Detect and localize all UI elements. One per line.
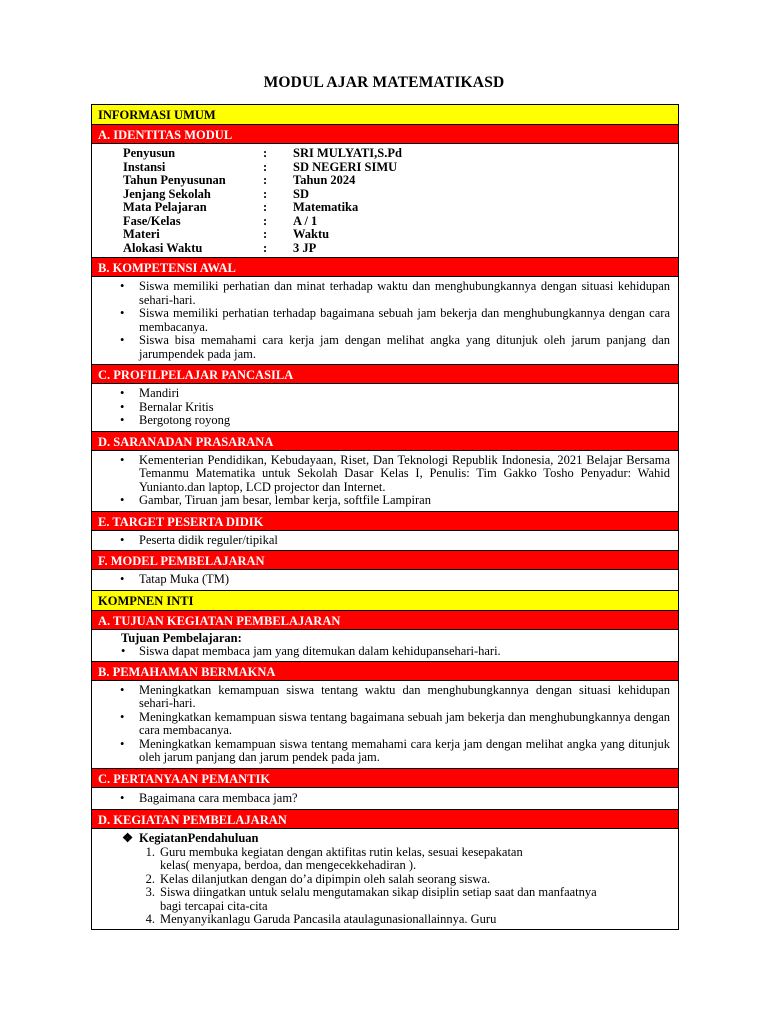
step-number: 1. bbox=[145, 844, 155, 859]
identitas-row bbox=[123, 201, 678, 215]
pemahaman-list bbox=[92, 681, 678, 768]
step-text bbox=[160, 886, 670, 913]
identitas-label: Mata Pelajaran bbox=[123, 200, 207, 214]
header-tujuan-kegiatan: A. TUJUAN KEGIATAN PEMBELAJARAN bbox=[92, 610, 678, 630]
pertanyaan-list bbox=[92, 788, 678, 810]
step-number: 3. bbox=[145, 885, 155, 899]
header-identitas-modul: A. IDENTITAS MODUL bbox=[92, 124, 678, 144]
identitas-label: Instansi bbox=[123, 159, 166, 174]
header-kompetensi-awal: B. KOMPETENSI AWAL bbox=[92, 257, 678, 277]
identitas-row bbox=[123, 174, 678, 188]
kegiatan-steps bbox=[122, 846, 670, 927]
list-item: • Bernalar Kritis bbox=[92, 401, 670, 415]
identitas-value: SD bbox=[293, 186, 309, 201]
kompetensi-list bbox=[92, 277, 678, 364]
model-list bbox=[92, 570, 678, 590]
identitas-label: Jenjang Sekolah bbox=[123, 186, 211, 201]
tujuan-title: Tujuan Pembelajaran: bbox=[121, 630, 242, 645]
target-list bbox=[92, 531, 678, 551]
list-item: • Tatap Muka (TM) bbox=[92, 573, 670, 587]
header-sarana-prasarana: D. SARANADAN PRASARANA bbox=[92, 431, 678, 451]
step-line: Kelas dilanjutkan dengan do’a dipimpin oleh salah seorang siswa. bbox=[160, 871, 491, 886]
identitas-value: SRI MULYATI,S.Pd bbox=[293, 146, 402, 160]
step-number: 4. bbox=[145, 912, 155, 926]
header-kegiatan-pembelajaran: D. KEGIATAN PEMBELAJARAN bbox=[92, 809, 678, 829]
header-kompnen-inti: KOMPNEN INTI bbox=[92, 590, 678, 610]
step-text bbox=[160, 846, 670, 873]
step-line: Guru membuka kegiatan dengan aktifitas rutin kelas, sesuai kesepakatan bbox=[160, 844, 523, 859]
identitas-colon: : bbox=[263, 227, 268, 241]
list-item: • Siswa memiliki perhatian terhadap bagaimana sebuah jam bekerja dan menghubungkannya dengan cara membacanya. bbox=[92, 307, 670, 334]
step-text bbox=[160, 873, 670, 887]
header-pemahaman-bermakna: B. PEMAHAMAN BERMAKNA bbox=[92, 661, 678, 681]
diamond-bullet-icon: ❖ bbox=[122, 831, 134, 845]
list-item: • Meningkatkan kemampuan siswa tentang memahami cara kerja jam dengan melihat angka yang ditunjuk oleh jarum panjang dan jarum pendek pada jam. bbox=[92, 738, 670, 765]
identitas-label: Alokasi Waktu bbox=[123, 240, 203, 255]
tujuan-list bbox=[121, 645, 670, 659]
identitas-value: SD NEGERI SIMU bbox=[293, 159, 398, 174]
tujuan-block bbox=[92, 630, 678, 661]
identitas-label: Penyusun bbox=[123, 146, 176, 160]
sarana-list bbox=[92, 451, 678, 511]
identitas-colon: : bbox=[263, 173, 268, 187]
kegiatan-step bbox=[122, 846, 670, 873]
list-item: • Mandiri bbox=[92, 387, 670, 401]
header-pertanyaan-pemantik: C. PERTANYAAN PEMANTIK bbox=[92, 768, 678, 788]
identitas-value: Waktu bbox=[293, 227, 330, 241]
kegiatan-step bbox=[122, 886, 670, 913]
kegiatan-block bbox=[92, 829, 678, 929]
identitas-colon: : bbox=[263, 159, 268, 174]
identitas-row bbox=[123, 228, 678, 242]
list-item: • Peserta didik reguler/tipikal bbox=[92, 534, 670, 548]
kegiatan-step bbox=[122, 873, 670, 887]
identitas-colon: : bbox=[263, 146, 268, 160]
identitas-label: Materi bbox=[123, 227, 160, 241]
identitas-colon: : bbox=[263, 186, 268, 201]
list-item: • Kementerian Pendidikan, Kebudayaan, Riset, Dan Teknologi Republik Indonesia, 2021 Belajar Bersama Temanmu Matematika untuk Sekolah Dasar Kelas I, Penulis: Tim Gakko Tosho Penyadur: Wahid Yunianto.dan laptop, LCD projector dan Internet. bbox=[92, 454, 670, 495]
identitas-value: A / 1 bbox=[293, 213, 318, 228]
identitas-list bbox=[92, 144, 678, 257]
header-model-pembelajaran: F. MODEL PEMBELAJARAN bbox=[92, 550, 678, 570]
step-text bbox=[160, 913, 670, 927]
identitas-row bbox=[123, 242, 678, 256]
identitas-colon: : bbox=[263, 240, 268, 255]
kegiatan-pendahuluan-title bbox=[122, 832, 670, 846]
list-item: • Siswa dapat membaca jam yang ditemukan dalam kehidupansehari-hari. bbox=[121, 645, 670, 659]
list-item: • Gambar, Tiruan jam besar, lembar kerja, softfile Lampiran bbox=[92, 494, 670, 508]
header-target-peserta: E. TARGET PESERTA DIDIK bbox=[92, 511, 678, 531]
list-item: • Siswa memiliki perhatian dan minat terhadap waktu dan menghubungkannya dengan situasi kehidupan sehari-hari. bbox=[92, 280, 670, 307]
list-item: • Meningkatkan kemampuan siswa tentang bagaimana sebuah jam bekerja dan menghubungkannya dengan cara membacanya. bbox=[92, 711, 670, 738]
kegiatan-step bbox=[122, 913, 670, 927]
header-informasi-umum: INFORMASI UMUM bbox=[92, 104, 678, 124]
identitas-colon: : bbox=[263, 213, 268, 228]
list-item: • Bergotong royong bbox=[92, 414, 670, 428]
identitas-colon: : bbox=[263, 200, 268, 214]
list-item: • Meningkatkan kemampuan siswa tentang waktu dan menghubungkannya dengan situasi kehidupan sehari-hari. bbox=[92, 684, 670, 711]
identitas-row bbox=[123, 215, 678, 229]
header-profil-pelajar: C. PROFILPELAJAR PANCASILA bbox=[92, 364, 678, 384]
identitas-label: Fase/Kelas bbox=[123, 213, 181, 228]
list-item: • Siswa bisa memahami cara kerja jam dengan melihat angka yang ditunjuk oleh jarum panjang dan jarumpendek pada jam. bbox=[92, 334, 670, 361]
module-document bbox=[91, 104, 679, 930]
kegiatan-title-text: KegiatanPendahuluan bbox=[139, 831, 259, 845]
identitas-row bbox=[123, 147, 678, 161]
step-line: Menyanyikanlagu Garuda Pancasila ataulagunasionallainnya. Guru bbox=[160, 912, 497, 926]
step-line: bagi tercapai cita-cita bbox=[160, 898, 268, 913]
identitas-row bbox=[123, 161, 678, 175]
step-line: kelas( menyapa, berdoa, dan mengecekkehadiran ). bbox=[160, 858, 417, 872]
identitas-value: Matematika bbox=[293, 200, 359, 214]
step-number: 2. bbox=[145, 871, 155, 886]
list-item: • Bagaimana cara membaca jam? bbox=[92, 792, 670, 806]
identitas-value: Tahun 2024 bbox=[293, 173, 356, 187]
identitas-value: 3 JP bbox=[293, 240, 317, 255]
page-title: MODUL AJAR MATEMATIKASD bbox=[263, 74, 505, 91]
step-line: Siswa diingatkan untuk selalu mengutamakan sikap disiplin setiap saat dan manfaatnya bbox=[160, 885, 597, 899]
identitas-row bbox=[123, 188, 678, 202]
identitas-label: Tahun Penyusunan bbox=[123, 173, 226, 187]
profil-list bbox=[92, 384, 678, 431]
